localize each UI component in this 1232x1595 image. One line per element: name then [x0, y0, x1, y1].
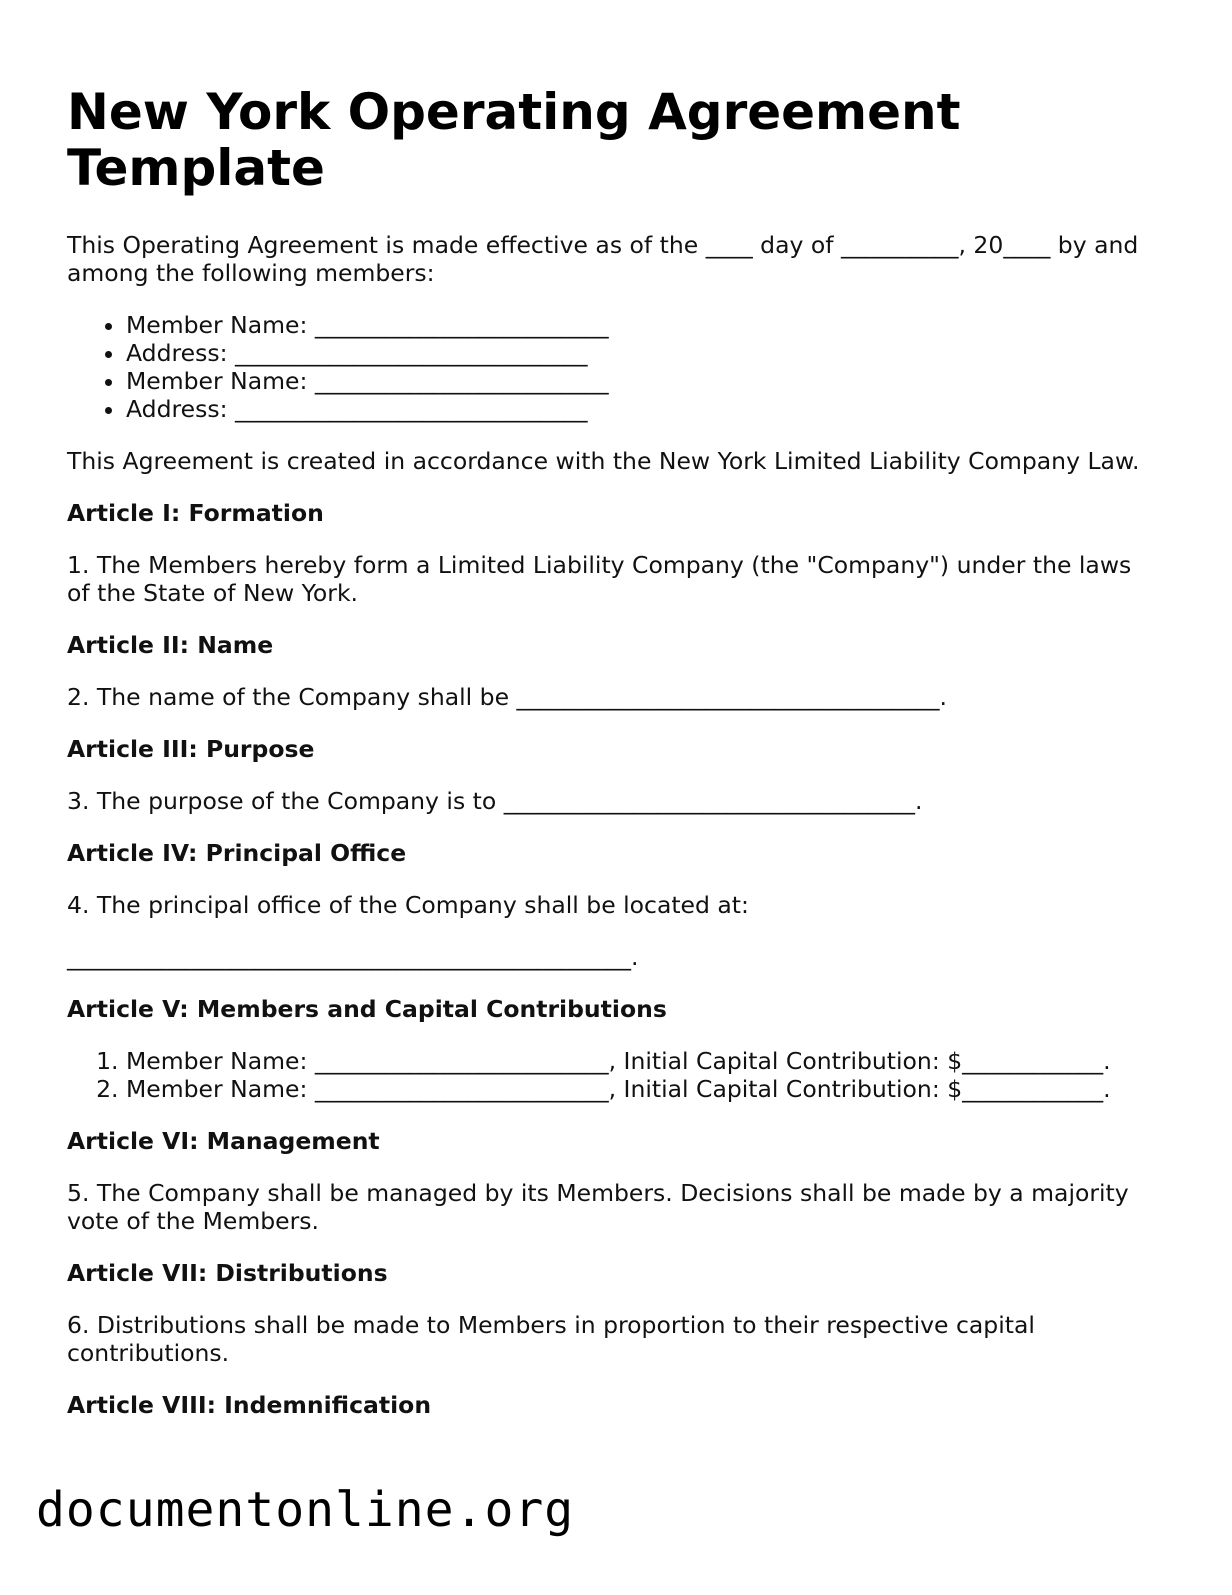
article-8-heading: Article VIII: Indemnification	[67, 1391, 432, 1419]
law-statement: This Agreement is created in accordance with the New York Limited Liability Company Law.	[67, 447, 1140, 475]
list-item: • Member Name: _________________________	[126, 367, 1157, 395]
article-6-heading: Article VI: Management	[67, 1127, 380, 1155]
list-item: • Member Name: _________________________	[126, 311, 1157, 339]
article-3-text: 3. The purpose of the Company is to ___________________________________.	[67, 787, 923, 815]
article-4-text: 4. The principal office of the Company shall be located at:	[67, 891, 749, 919]
capital-contributions-list	[67, 1047, 1157, 1103]
members-list	[67, 311, 1157, 423]
list-item: • Address: ______________________________	[126, 395, 1157, 423]
watermark: documentonline.org	[36, 1482, 575, 1538]
article-4-address-blank: ________________________________________________.	[67, 943, 639, 971]
article-4-heading: Article IV: Principal Office	[67, 839, 407, 867]
list-item: 1. Member Name: _________________________, Initial Capital Contribution: $____________.	[126, 1047, 1157, 1075]
article-7-text: 6. Distributions shall be made to Members in proportion to their respective capital contributions.	[67, 1311, 1035, 1367]
article-3-heading: Article III: Purpose	[67, 735, 315, 763]
page-title: New York Operating Agreement Template	[67, 83, 961, 197]
intro-paragraph: This Operating Agreement is made effective as of the ____ day of __________, 20____ by and among the following members:	[67, 231, 1139, 287]
article-1-text: 1. The Members hereby form a Limited Liability Company (the "Company") under the laws of the State of New York.	[67, 551, 1132, 607]
article-2-text: 2. The name of the Company shall be ____________________________________.	[67, 683, 947, 711]
article-6-text: 5. The Company shall be managed by its Members. Decisions shall be made by a majority vote of the Members.	[67, 1179, 1129, 1235]
article-5-heading: Article V: Members and Capital Contributions	[67, 995, 667, 1023]
article-7-heading: Article VII: Distributions	[67, 1259, 388, 1287]
list-item: 2. Member Name: _________________________, Initial Capital Contribution: $____________.	[126, 1075, 1157, 1103]
article-1-heading: Article I: Formation	[67, 499, 324, 527]
list-item: • Address: ______________________________	[126, 339, 1157, 367]
document-page	[67, 84, 1157, 1443]
article-2-heading: Article II: Name	[67, 631, 274, 659]
